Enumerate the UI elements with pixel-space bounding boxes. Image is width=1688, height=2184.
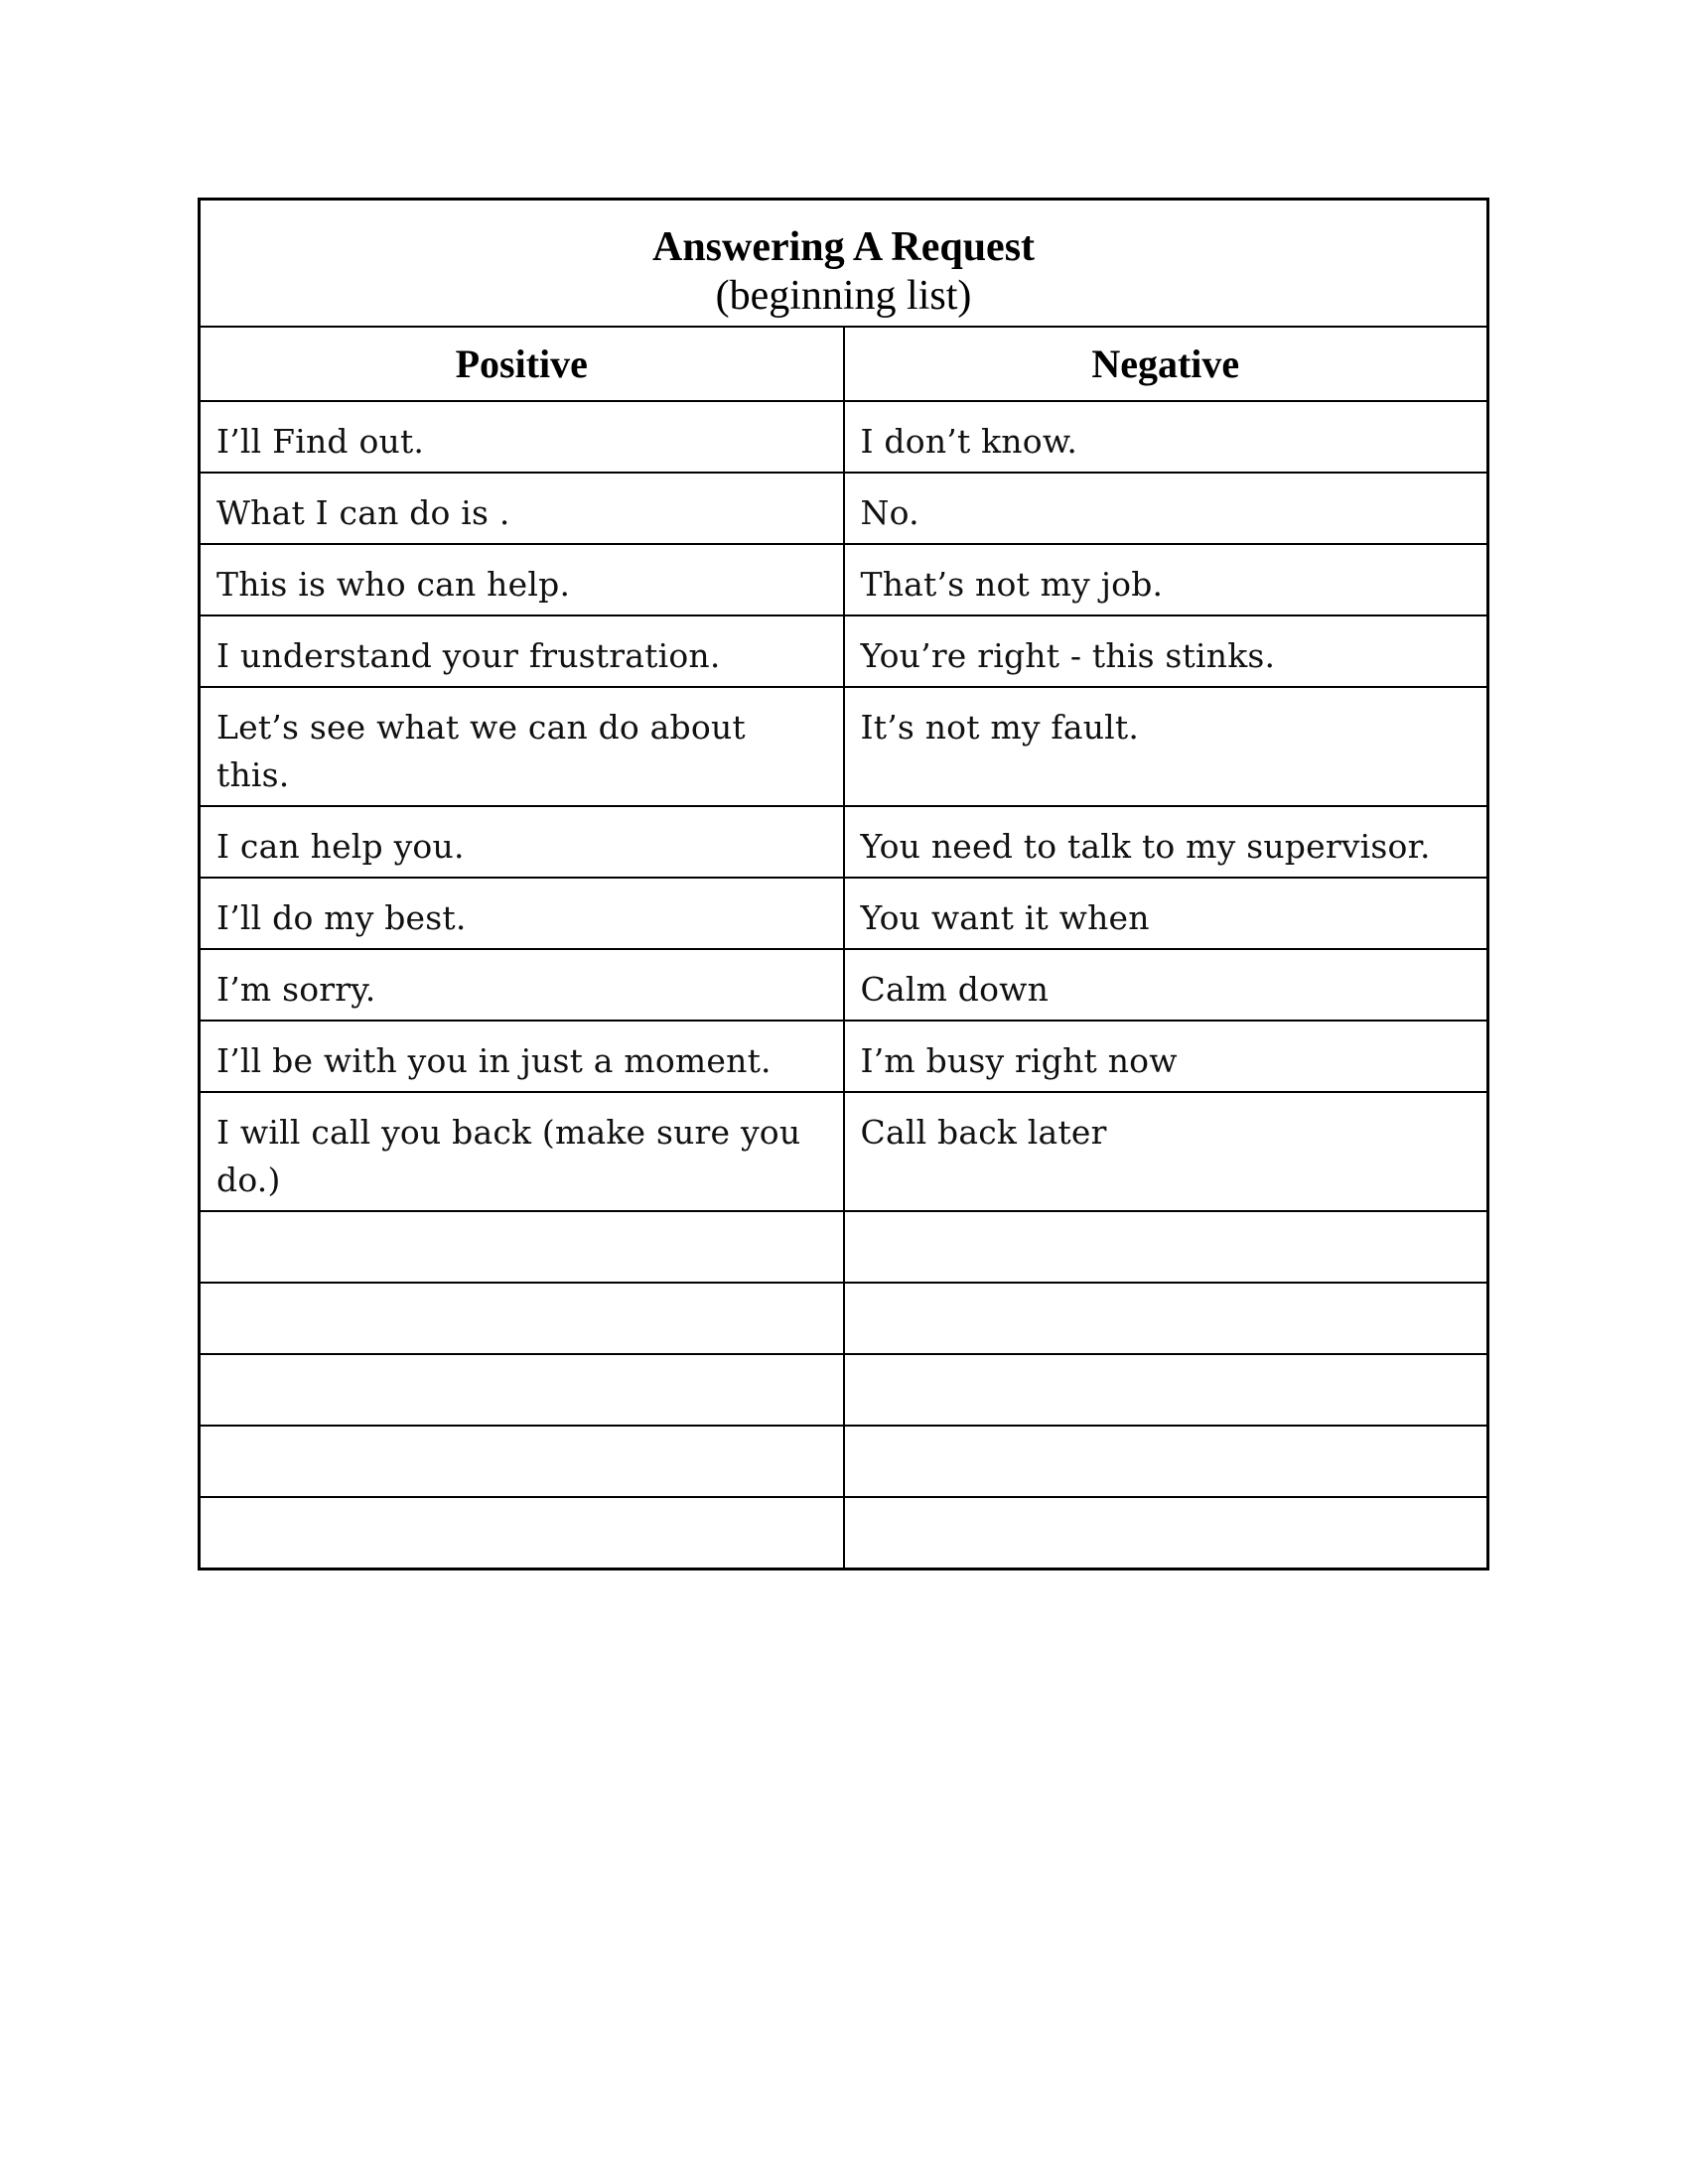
blank-row [200, 1354, 1488, 1426]
blank-positive-cell [200, 1283, 844, 1354]
blank-negative-cell [844, 1354, 1488, 1426]
blank-negative-cell [844, 1497, 1488, 1569]
phrases-table [198, 198, 1489, 1570]
positive-cell: I understand your frustration. [200, 615, 844, 687]
positive-cell: I can help you. [200, 806, 844, 878]
negative-cell: I’m busy right now [844, 1021, 1488, 1092]
positive-cell: I’ll do my best. [200, 878, 844, 949]
negative-cell: I don’t know. [844, 401, 1488, 473]
positive-cell: I’ll be with you in just a moment. [200, 1021, 844, 1092]
table-row [200, 1092, 1488, 1211]
blank-row [200, 1211, 1488, 1283]
table-subtitle: (beginning list) [715, 273, 972, 319]
blank-positive-cell [200, 1211, 844, 1283]
blank-row [200, 1497, 1488, 1569]
table-row [200, 687, 1488, 806]
positive-cell: I will call you back (make sure you do.) [200, 1092, 844, 1211]
header-row [200, 327, 1488, 401]
column-header-negative: Negative [844, 327, 1488, 401]
negative-cell: That’s not my job. [844, 544, 1488, 615]
positive-cell: What I can do is . [200, 473, 844, 544]
table-row [200, 401, 1488, 473]
negative-cell: You need to talk to my supervisor. [844, 806, 1488, 878]
blank-row [200, 1426, 1488, 1497]
blank-positive-cell [200, 1497, 844, 1569]
title-row [200, 200, 1488, 328]
table-row [200, 615, 1488, 687]
blank-positive-cell [200, 1426, 844, 1497]
positive-cell: I’m sorry. [200, 949, 844, 1021]
table-row [200, 544, 1488, 615]
negative-cell: It’s not my fault. [844, 687, 1488, 806]
blank-negative-cell [844, 1426, 1488, 1497]
table-row [200, 878, 1488, 949]
blank-row [200, 1283, 1488, 1354]
blank-positive-cell [200, 1354, 844, 1426]
positive-cell: Let’s see what we can do about this. [200, 687, 844, 806]
title-cell [200, 200, 1488, 328]
table-row [200, 473, 1488, 544]
negative-cell: Call back later [844, 1092, 1488, 1211]
table-row [200, 949, 1488, 1021]
positive-cell: This is who can help. [200, 544, 844, 615]
table-row [200, 1021, 1488, 1092]
blank-negative-cell [844, 1283, 1488, 1354]
table-row [200, 806, 1488, 878]
negative-cell: Calm down [844, 949, 1488, 1021]
blank-negative-cell [844, 1211, 1488, 1283]
negative-cell: No. [844, 473, 1488, 544]
column-header-positive: Positive [200, 327, 844, 401]
negative-cell: You want it when [844, 878, 1488, 949]
table-title: Answering A Request [651, 224, 1036, 270]
positive-cell: I’ll Find out. [200, 401, 844, 473]
negative-cell: You’re right - this stinks. [844, 615, 1488, 687]
